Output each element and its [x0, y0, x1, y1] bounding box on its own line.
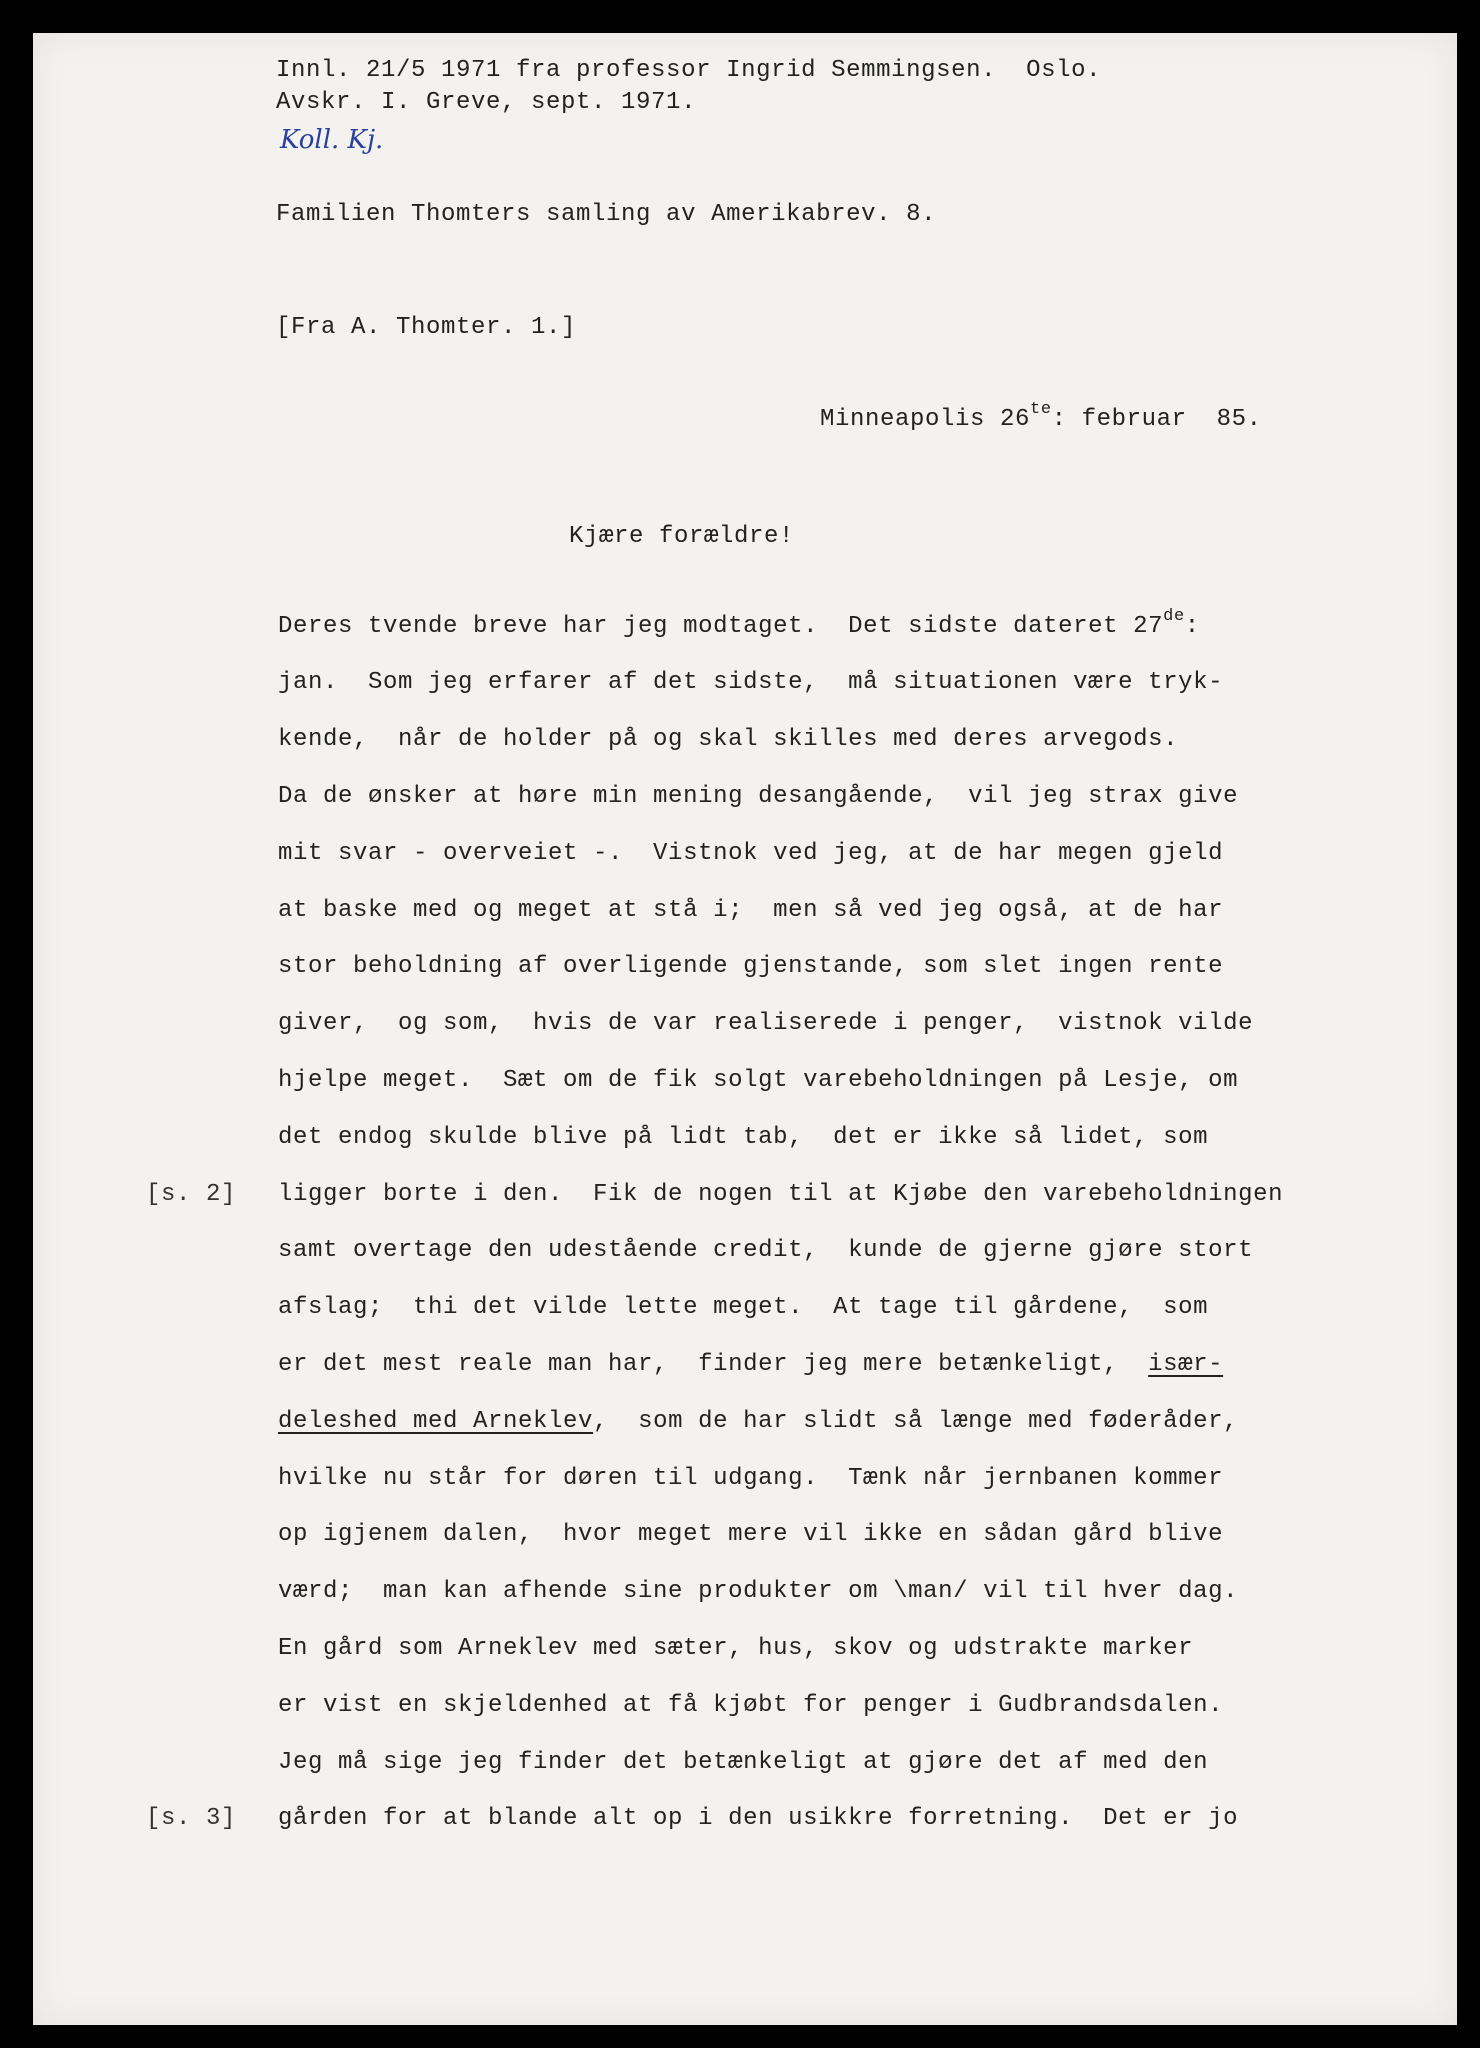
dateline-place: Minneapolis 26 — [820, 406, 1031, 433]
underlined-text: deleshed med Arneklev — [278, 1408, 594, 1435]
body-line: er det mest reale man har, finder jeg mere betænkeligt, især- — [278, 1351, 1224, 1378]
sender-line: [Fra A. Thomter. 1.] — [276, 314, 577, 341]
underlined-text: især- — [1148, 1351, 1224, 1378]
body-line: op igjenem dalen, hvor meget mere vil ikke en sådan gård blive — [278, 1521, 1224, 1548]
header-line-1: Innl. 21/5 1971 fra professor Ingrid Semmingsen. Oslo. — [276, 57, 1102, 84]
handwritten-annotation: Koll. Kj. — [280, 125, 384, 155]
header-line-2: Avskr. I. Greve, sept. 1971. — [276, 89, 697, 116]
document-page — [33, 33, 1457, 2025]
collection-title: Familien Thomters samling av Amerikabrev. 8. — [276, 201, 937, 228]
dateline-rest: : februar 85. — [1051, 406, 1262, 433]
body-line: samt overtage den udestående credit, kunde de gjerne gjøre stort — [278, 1237, 1254, 1264]
body-line: hvilke nu står for døren til udgang. Tænk når jernbanen kommer — [278, 1465, 1224, 1492]
body-line: gården for at blande alt op i den usikkre forretning. Det er jo — [278, 1805, 1239, 1832]
body-line: Deres tvende breve har jeg modtaget. Det sidste dateret 27de: — [278, 607, 1200, 640]
body-line: det endog skulde blive på lidt tab, det er ikke så lidet, som — [278, 1124, 1209, 1151]
body-line: Da de ønsker at høre min mening desangående, vil jeg strax give — [278, 783, 1239, 810]
salutation: Kjære forældre! — [569, 523, 795, 550]
dateline-day-suffix: te — [1030, 400, 1052, 419]
page-ref-3: [s. 3] — [146, 1805, 237, 1832]
body-line: værd; man kan afhende sine produkter om \man/ vil til hver dag. — [278, 1578, 1239, 1605]
dateline — [820, 400, 1262, 433]
body-line: kende, når de holder på og skal skilles med deres arvegods. — [278, 726, 1179, 753]
body-line: at baske med og meget at stå i; men så ved jeg også, at de har — [278, 897, 1224, 924]
body-line: jan. Som jeg erfarer af det sidste, må situationen være tryk- — [278, 669, 1224, 696]
body-line: Jeg må sige jeg finder det betænkeligt at gjøre det af med den — [278, 1749, 1209, 1776]
body-line: deleshed med Arneklev, som de har slidt så længe med føderåder, — [278, 1408, 1239, 1435]
body-line: hjelpe meget. Sæt om de fik solgt varebeholdningen på Lesje, om — [278, 1067, 1239, 1094]
body-line: mit svar - overveiet -. Vistnok ved jeg, at de har megen gjeld — [278, 840, 1224, 867]
body-line: er vist en skjeldenhed at få kjøbt for penger i Gudbrandsdalen. — [278, 1692, 1224, 1719]
body-line: En gård som Arneklev med sæter, hus, skov og udstrakte marker — [278, 1635, 1194, 1662]
body-line: giver, og som, hvis de var realiserede i penger, vistnok vilde — [278, 1010, 1254, 1037]
body-line: ligger borte i den. Fik de nogen til at Kjøbe den varebeholdningen — [278, 1181, 1284, 1208]
body-line: stor beholdning af overligende gjenstande, som slet ingen rente — [278, 953, 1224, 980]
body-line: afslag; thi det vilde lette meget. At tage til gårdene, som — [278, 1294, 1209, 1321]
page-ref-2: [s. 2] — [146, 1181, 237, 1208]
